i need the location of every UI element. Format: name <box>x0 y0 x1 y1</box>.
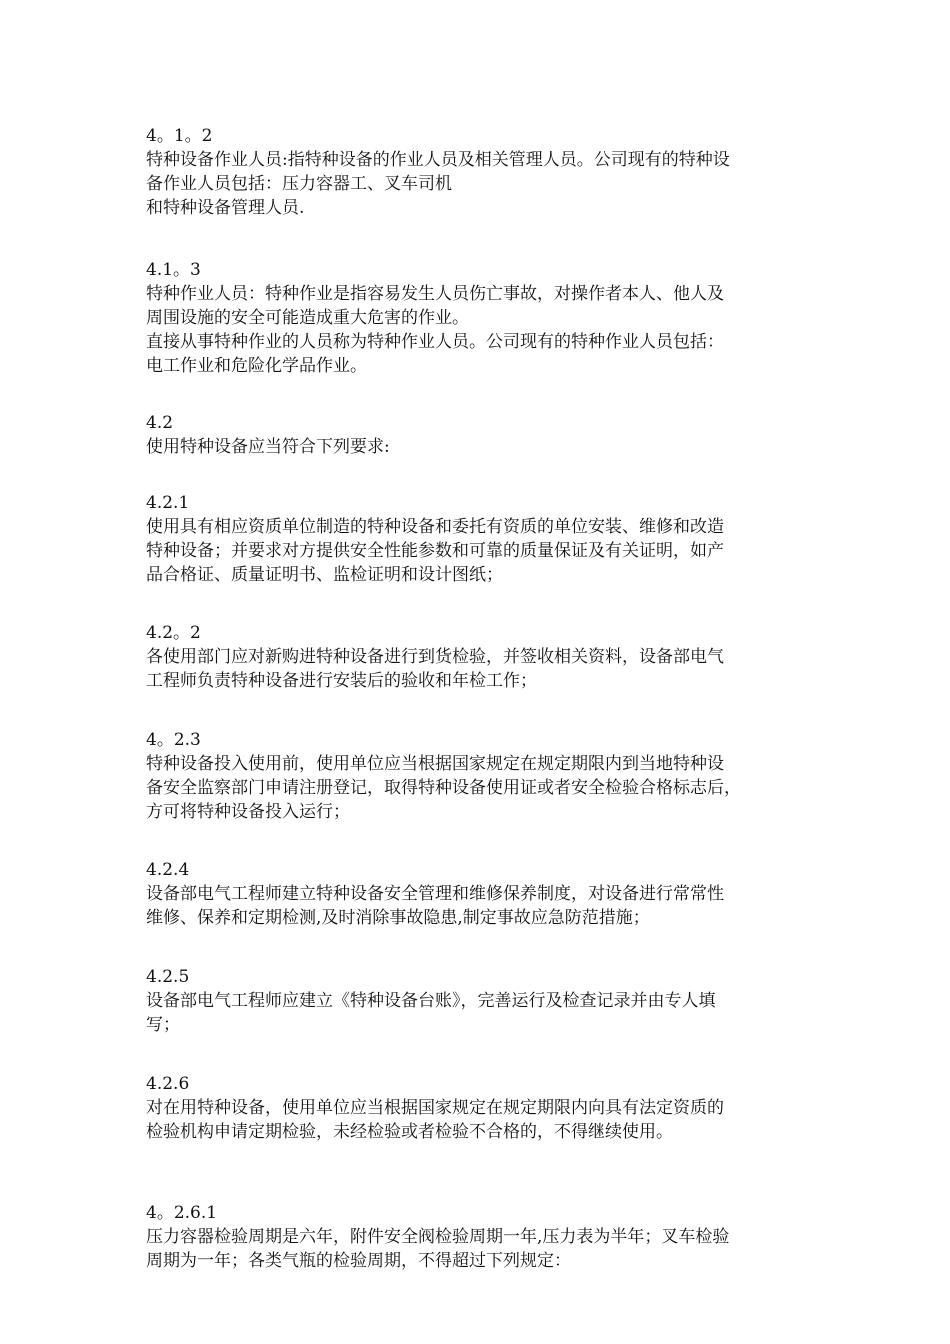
paragraph-line: 设备部电气工程师建立特种设备安全管理和维修保养制度，对设备进行常常性 <box>146 884 724 904</box>
paragraph-line: 备作业人员包括：压力容器工、叉车司机 <box>146 174 452 194</box>
section-number: 4。1。2 <box>146 126 213 146</box>
paragraph-line: 电工作业和危险化学品作业。 <box>146 356 367 376</box>
section <box>146 258 816 378</box>
paragraph-line: 方可将特种设备投入运行； <box>146 802 350 822</box>
paragraph-line: 周期为一年；各类气瓶的检验周期，不得超过下列规定： <box>146 1251 571 1271</box>
section <box>146 1201 816 1273</box>
paragraph-line: 维修、保养和定期检测,及时消除事故隐患,制定事故应急防范措施； <box>146 908 650 928</box>
section-number: 4.1。3 <box>146 260 201 280</box>
paragraph-line: 设备部电气工程师应建立《特种设备台账》，完善运行及检查记录并由专人填 <box>146 991 716 1011</box>
paragraph-line: 周围设施的安全可能造成重大危害的作业。 <box>146 308 469 328</box>
section <box>146 965 816 1037</box>
paragraph-line: 特种设备作业人员:指特种设备的作业人员及相关管理人员。公司现有的特种设 <box>146 150 730 170</box>
section-number: 4。2.6.1 <box>146 1203 218 1223</box>
document-page <box>146 124 816 1273</box>
section <box>146 728 816 824</box>
section-number: 4.2.6 <box>146 1074 190 1094</box>
paragraph-line: 特种作业人员：特种作业是指容易发生人员伤亡事故，对操作者本人、他人及 <box>146 284 724 304</box>
section-number: 4。2.3 <box>146 730 201 750</box>
section <box>146 124 816 220</box>
paragraph-line: 和特种设备管理人员. <box>146 198 305 218</box>
paragraph-line: 直接从事特种作业的人员称为特种作业人员。公司现有的特种作业人员包括： <box>146 332 724 352</box>
section-number: 4.2.5 <box>146 967 190 987</box>
paragraph-line: 特种设备投入使用前，使用单位应当根据国家规定在规定期限内到当地特种设 <box>146 754 724 774</box>
paragraph-line: 压力容器检验周期是六年，附件安全阀检验周期一年,压力表为半年；叉车检验 <box>146 1227 730 1247</box>
section <box>146 621 816 693</box>
paragraph-line: 使用具有相应资质单位制造的特种设备和委托有资质的单位安装、维修和改造 <box>146 517 724 537</box>
section <box>146 411 816 459</box>
section <box>146 858 816 930</box>
section <box>146 491 816 587</box>
paragraph-line: 特种设备；并要求对方提供安全性能参数和可靠的质量保证及有关证明，如产 <box>146 541 724 561</box>
section-number: 4.2.4 <box>146 860 190 880</box>
paragraph-line: 品合格证、质量证明书、监检证明和设计图纸； <box>146 565 503 585</box>
section <box>146 1072 816 1144</box>
paragraph-line: 工程师负责特种设备进行安装后的验收和年检工作； <box>146 671 537 691</box>
paragraph-line: 各使用部门应对新购进特种设备进行到货检验，并签收相关资料，设备部电气 <box>146 647 724 667</box>
paragraph-line: 写； <box>146 1015 180 1035</box>
paragraph-line: 备安全监察部门申请注册登记，取得特种设备使用证或者安全检验合格标志后， <box>146 778 741 798</box>
section-number: 4.2.1 <box>146 493 190 513</box>
section-number: 4.2。2 <box>146 623 201 643</box>
paragraph-line: 对在用特种设备，使用单位应当根据国家规定在规定期限内向具有法定资质的 <box>146 1098 724 1118</box>
paragraph-line: 检验机构申请定期检验，未经检验或者检验不合格的，不得继续使用。 <box>146 1122 673 1142</box>
section-number: 4.2 <box>146 413 174 433</box>
paragraph-line: 使用特种设备应当符合下列要求: <box>146 437 390 457</box>
